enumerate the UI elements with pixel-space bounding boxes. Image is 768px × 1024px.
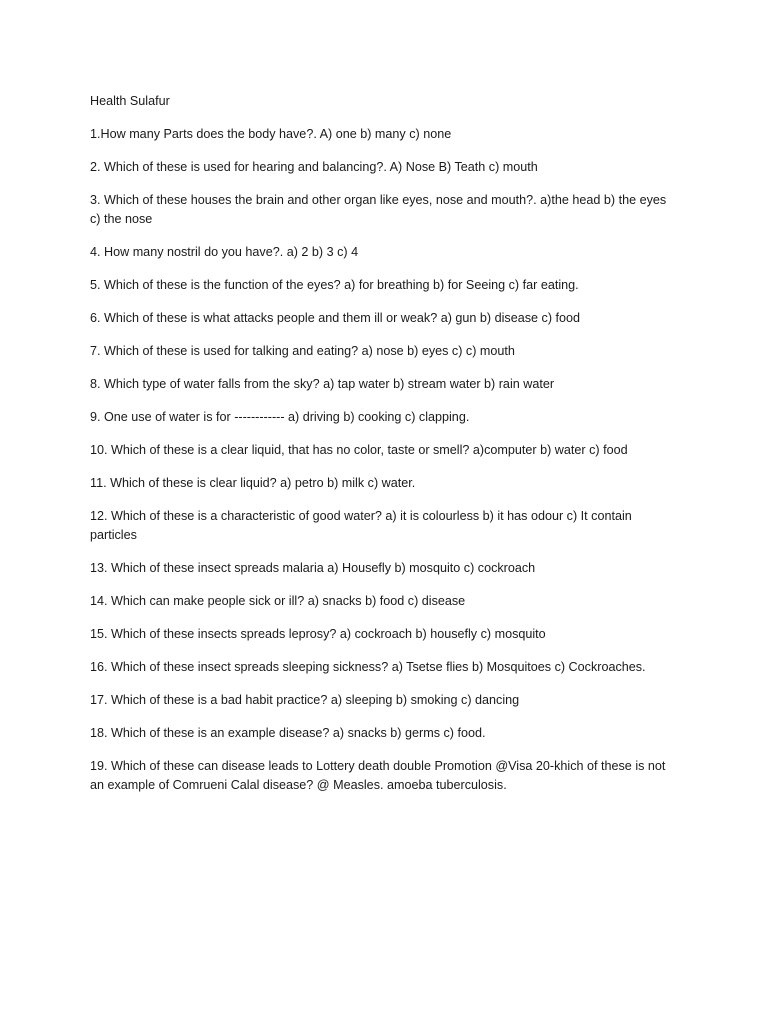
document-body <box>90 92 678 809</box>
question-12: 12. Which of these is a characteristic of good water? a) it is colourless b) it has odour c) It contain particles <box>90 509 632 542</box>
question-1: 1.How many Parts does the body have?. A) one b) many c) none <box>90 127 452 141</box>
question-2: 2. Which of these is used for hearing and balancing?. A) Nose B) Teath c) mouth <box>90 160 538 174</box>
question-6: 6. Which of these is what attacks people and them ill or weak? a) gun b) disease c) food <box>90 311 581 325</box>
question-16: 16. Which of these insect spreads sleeping sickness? a) Tsetse flies b) Mosquitoes c) Cockroaches. <box>90 660 646 674</box>
question-10: 10. Which of these is a clear liquid, that has no color, taste or smell? a)computer b) water c) food <box>90 443 628 457</box>
question-18: 18. Which of these is an example disease? a) snacks b) germs c) food. <box>90 726 486 740</box>
document-title: Health Sulafur <box>90 94 170 108</box>
question-19: 19. Which of these can disease leads to Lottery death double Promotion @Visa 20-khich of these is not an example of Comrueni Calal disease? @ Measles. amoeba tuberculosis. <box>90 759 666 792</box>
question-5: 5. Which of these is the function of the eyes? a) for breathing b) for Seeing c) far eating. <box>90 278 579 292</box>
question-8: 8. Which type of water falls from the sky? a) tap water b) stream water b) rain water <box>90 377 555 391</box>
question-3: 3. Which of these houses the brain and other organ like eyes, nose and mouth?. a)the head b) the eyes c) the nose <box>90 193 667 226</box>
question-7: 7. Which of these is used for talking and eating? a) nose b) eyes c) c) mouth <box>90 344 515 358</box>
question-14: 14. Which can make people sick or ill? a) snacks b) food c) disease <box>90 594 466 608</box>
question-13: 13. Which of these insect spreads malaria a) Housefly b) mosquito c) cockroach <box>90 561 536 575</box>
question-17: 17. Which of these is a bad habit practice? a) sleeping b) smoking c) dancing <box>90 693 520 707</box>
question-11: 11. Which of these is clear liquid? a) petro b) milk c) water. <box>90 476 416 490</box>
question-15: 15. Which of these insects spreads leprosy? a) cockroach b) housefly c) mosquito <box>90 627 546 641</box>
question-4: 4. How many nostril do you have?. a) 2 b) 3 c) 4 <box>90 245 359 259</box>
question-9: 9. One use of water is for ------------ a) driving b) cooking c) clapping. <box>90 410 470 424</box>
